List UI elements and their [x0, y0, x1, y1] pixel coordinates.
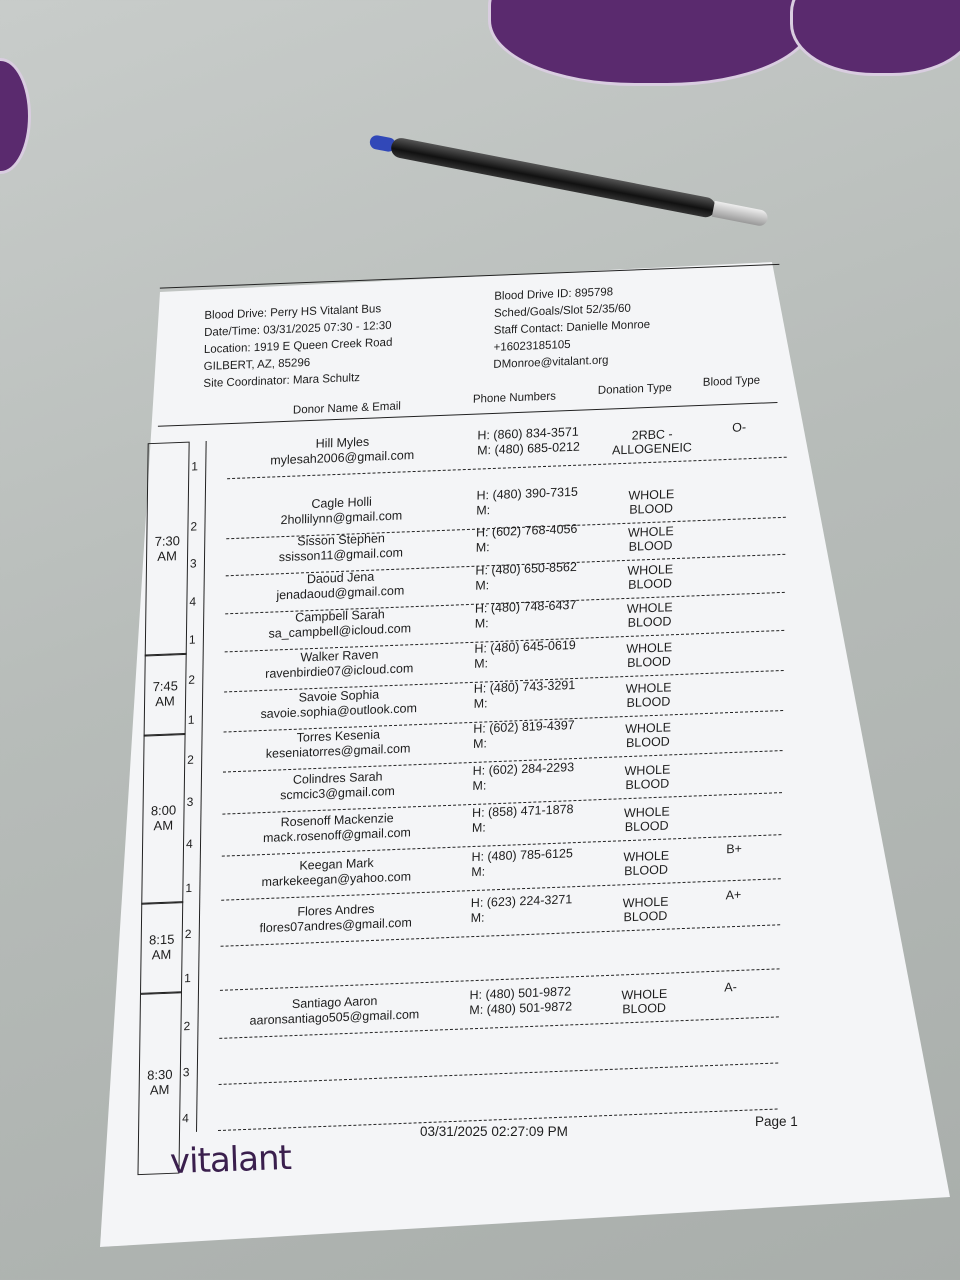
time-slot-label: 8:15 AM: [148, 931, 175, 963]
slot-number: 2: [188, 672, 196, 687]
donor-name: Campbell Sarah: [295, 607, 385, 625]
donation-type: [600, 938, 690, 941]
date-time: Date/Time: 03/31/2025 07:30 - 12:30: [204, 319, 392, 339]
blood-type: B+: [726, 841, 743, 857]
home-phone: H: (480) 650-8562: [475, 559, 577, 578]
donor-name: Cagle Holli: [311, 494, 372, 511]
blood-drive: Blood Drive: Perry HS Vitalant Bus: [204, 303, 382, 322]
donation-type: WHOLE BLOOD: [621, 986, 668, 1017]
pen: [368, 128, 775, 232]
slot-number: 1: [185, 880, 193, 896]
slot-number: 1: [188, 632, 196, 647]
mobile-phone: M:: [474, 616, 489, 631]
staff-contact: Staff Contact: Danielle Monroe: [493, 318, 651, 337]
slot-number: 2: [184, 926, 192, 942]
home-phone: H: (480) 748-6437: [474, 597, 577, 616]
sched-goals: Sched/Goals/Slot 52/35/60: [493, 302, 631, 320]
donor-name: Keegan Mark: [299, 855, 374, 873]
home-phone: H: (602) 284-2293: [472, 760, 575, 778]
donor-email: scmcic3@gmail.com: [280, 783, 396, 803]
donation-type: 2RBC - ALLOGENEIC: [611, 427, 692, 458]
location: Location: 1919 E Queen Creek Road: [203, 336, 393, 356]
home-phone: H: (480) 645-0619: [474, 637, 576, 656]
donor-name: Santiago Aaron: [291, 993, 378, 1012]
donor-email: flores07andres@gmail.com: [259, 915, 412, 936]
drive-info: [203, 301, 393, 393]
slot-number: 3: [189, 556, 197, 571]
time-slot-label: 8:00 AM: [150, 802, 177, 834]
city: GILBERT, AZ, 85296: [203, 356, 311, 374]
donor-email: [240, 959, 430, 966]
donor-email: keseniatorres@gmail.com: [265, 741, 411, 761]
slot-number: 3: [186, 794, 194, 809]
site-coordinator: Site Coordinator: Mara Schultz: [203, 372, 361, 391]
donor-name: Rosenoff Mackenzie: [280, 811, 394, 830]
donor-email: 2hollilynn@gmail.com: [280, 508, 403, 528]
donor-name: [239, 1038, 429, 1045]
timestamp: 03/31/2025 02:27:09 PM: [420, 1124, 568, 1139]
donor-email: mylesah2006@gmail.com: [270, 447, 415, 468]
home-phone: H: (602) 819-4397: [473, 718, 575, 736]
blood-type: A-: [724, 979, 737, 995]
drive-id: Blood Drive ID: 895798: [494, 286, 614, 303]
top-rule: [160, 264, 780, 289]
home-phone: H: (480) 390-7315: [476, 484, 579, 503]
donation-type: WHOLE BLOOD: [627, 562, 674, 592]
donor-email: mack.rosenoff@gmail.com: [262, 825, 411, 846]
mobile-phone: M:: [471, 864, 486, 880]
donor-email: [238, 1099, 428, 1106]
mobile-phone: M:: [472, 736, 488, 751]
donor-email: ravenbirdie07@icloud.com: [265, 661, 414, 681]
time-slot-label: 7:45 AM: [152, 678, 179, 710]
donor-name: Savoie Sophia: [298, 687, 380, 705]
donor-name: Hill Myles: [315, 434, 370, 451]
donation-type: [598, 1078, 688, 1081]
home-phone: H: (602) 768-4056: [475, 521, 578, 540]
donor-email: sa_campbell@icloud.com: [268, 621, 412, 641]
donor-email: [239, 1053, 429, 1060]
donation-type: WHOLE BLOOD: [626, 600, 673, 630]
donation-type: WHOLE BLOOD: [624, 762, 671, 793]
mobile-phone: M: (480) 685-0212: [477, 439, 581, 458]
slot-number: 1: [187, 712, 195, 727]
donation-type: WHOLE BLOOD: [623, 804, 670, 835]
donation-type: [599, 1032, 689, 1035]
blood-type: A+: [725, 887, 742, 903]
staff-phone: +16023185105: [493, 338, 571, 354]
sticker: [0, 58, 31, 174]
mobile-phone: M:: [474, 656, 489, 671]
mobile-phone: M:: [471, 820, 486, 836]
home-phone: H: (480) 743-3291: [473, 677, 576, 696]
drive-meta: [493, 283, 650, 374]
mobile-phone: M: (480) 501-9872: [469, 999, 573, 1018]
home-phone: H: (480) 785-6125: [471, 846, 573, 865]
donor-email: jenadaoud@gmail.com: [276, 583, 405, 603]
home-phone: H: (858) 471-1878: [472, 802, 574, 821]
mobile-phone: M:: [476, 503, 491, 518]
table-row: [147, 419, 787, 484]
home-phone: H: (480) 501-9872: [469, 984, 572, 1003]
donor-email: aaronsantiago505@gmail.com: [249, 1007, 420, 1028]
donor-name: Torres Kesenia: [296, 727, 381, 745]
sheet-content: [138, 253, 790, 1159]
slot-number: 2: [183, 1019, 191, 1034]
mobile-phone: M:: [470, 910, 485, 926]
mobile-phone: M:: [473, 696, 488, 711]
time-slot-label: 7:30 AM: [154, 532, 181, 564]
donor-email: savoie.sophia@outlook.com: [260, 701, 418, 722]
donation-type: WHOLE BLOOD: [625, 720, 672, 751]
slot-number: 4: [185, 836, 193, 852]
col-blood: Blood Type: [702, 374, 761, 389]
mobile-phone: M:: [475, 540, 490, 555]
staff-email: DMonroe@vitalant.org: [493, 354, 609, 371]
slot-number: 4: [189, 594, 197, 609]
sticker-stack: [488, 0, 814, 86]
donor-name: Sisson Stephen: [297, 531, 385, 549]
vitalant-logo: vitalant: [169, 1137, 292, 1183]
col-donor: Donor Name & Email: [292, 400, 401, 417]
donation-type: WHOLE BLOOD: [628, 487, 675, 517]
donor-email: markekeegan@yahoo.com: [261, 869, 412, 890]
slot-number: 1: [184, 970, 191, 986]
donor-name: Daoud Jena: [306, 569, 375, 587]
donor-email: ssisson11@gmail.com: [278, 545, 404, 565]
donor-name: [239, 1084, 429, 1091]
home-phone: H: (623) 224-3271: [470, 892, 573, 911]
home-phone: H: (860) 834-3571: [477, 424, 579, 443]
blood-type: O-: [732, 420, 747, 435]
sticker-stack: [790, 0, 960, 76]
slot-number: 3: [182, 1065, 190, 1080]
mobile-phone: M:: [472, 778, 487, 794]
donor-name: Colindres Sarah: [292, 769, 383, 787]
donation-type: WHOLE BLOOD: [626, 640, 673, 670]
slot-number: 2: [190, 519, 198, 534]
slot-number: 4: [182, 1111, 189, 1126]
col-phone: Phone Numbers: [472, 390, 557, 406]
page-number: Page 1: [755, 1114, 798, 1129]
col-donation: Donation Type: [597, 382, 672, 397]
donor-name: Flores Andres: [297, 901, 375, 919]
donation-type: WHOLE BLOOD: [623, 848, 670, 879]
donation-type: WHOLE BLOOD: [622, 894, 669, 925]
slot-number: 2: [187, 752, 194, 767]
mobile-phone: M:: [475, 578, 490, 593]
slot-number: 1: [191, 459, 199, 474]
time-slot-label: 8:30 AM: [147, 1066, 173, 1098]
donation-type: WHOLE BLOOD: [627, 524, 674, 554]
donor-name: Walker Raven: [300, 647, 379, 665]
donation-type: WHOLE BLOOD: [625, 680, 672, 711]
